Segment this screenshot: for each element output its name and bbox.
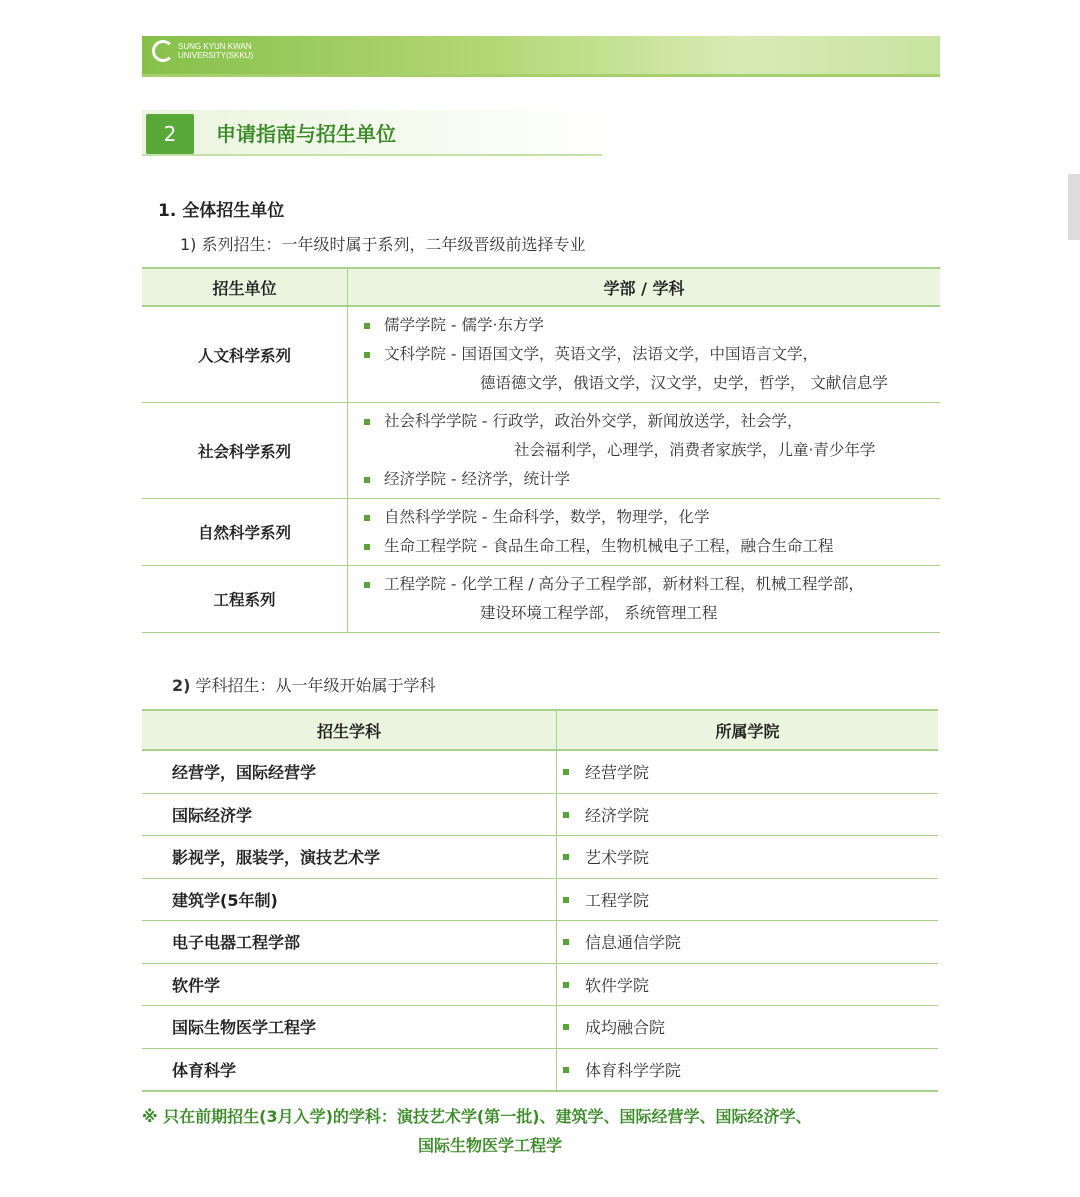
department-line (364, 436, 940, 465)
major-name: 经营学，国际经营学 (142, 750, 557, 793)
section-title: 申请指南与招生单位 (216, 122, 396, 146)
series-unit: 工程系列 (142, 566, 348, 633)
footnote-line1: ※ 只在前期招生(3月入学)的学科：演技艺术学(第一批)、建筑学、国际经营学、国际经济学、 (142, 1107, 812, 1126)
bullet-icon (364, 582, 370, 588)
section-heading (142, 110, 602, 156)
major-row (142, 750, 938, 793)
department-text: 德语德文学，俄语文学，汉文学，史学，哲学， 文献信息学 (480, 374, 888, 392)
major-header-major: 招生学科 (142, 710, 557, 750)
major-name: 体育科学 (142, 1048, 557, 1091)
series-unit: 人文科学系列 (142, 306, 348, 403)
department-text: 社会福利学，心理学，消费者家族学，儿童·青少年学 (514, 441, 876, 459)
heading-all-units: 1. 全体招生单位 (158, 201, 285, 221)
major-name: 电子电器工程学部 (142, 921, 557, 964)
series-row (142, 403, 940, 499)
bullet-icon (563, 982, 569, 988)
bullet-icon (364, 323, 370, 329)
department-text: 生命工程学院 - 食品生命工程，生物机械电子工程，融合生命工程 (384, 537, 834, 555)
bullet-icon (563, 1024, 569, 1030)
footnote-line2: 国际生物医学工程学 (418, 1136, 563, 1155)
college-name: 经营学院 (585, 763, 650, 783)
department-text: 工程学院 - 化学工程 / 高分子工程学部，新材料工程，机械工程学部， (384, 575, 865, 593)
subheading-series: 1) 系列招生：一年级时属于系列，二年级晋级前选择专业 (180, 235, 586, 254)
major-name: 国际生物医学工程学 (142, 1006, 557, 1049)
department-text: 儒学学院 - 儒学·东方学 (384, 316, 544, 334)
college-name: 信息通信学院 (585, 933, 682, 953)
bullet-icon (563, 1067, 569, 1073)
bullet-icon (563, 854, 569, 860)
department-line (364, 465, 940, 494)
department-line (364, 503, 940, 532)
college-cell (557, 1048, 939, 1091)
bullet-icon (364, 477, 370, 483)
major-name: 国际经济学 (142, 793, 557, 836)
college-cell (557, 963, 939, 1006)
series-table (142, 267, 940, 633)
major-row (142, 921, 938, 964)
bullet-icon (563, 939, 569, 945)
subheading-major (172, 673, 436, 696)
logo-emblem-icon (152, 40, 174, 62)
department-line (364, 407, 940, 436)
major-table (142, 709, 938, 1092)
major-row (142, 1006, 938, 1049)
department-line (364, 570, 940, 599)
major-row (142, 878, 938, 921)
logo-line2: UNIVERSITY(SKKU) (178, 51, 254, 60)
bullet-icon (364, 544, 370, 550)
major-name: 软件学 (142, 963, 557, 1006)
bullet-icon (563, 812, 569, 818)
series-unit: 自然科学系列 (142, 499, 348, 566)
college-name: 软件学院 (585, 975, 650, 995)
series-header-unit: 招生单位 (142, 268, 348, 306)
department-line (364, 340, 940, 369)
college-cell (557, 878, 939, 921)
major-row (142, 793, 938, 836)
footnote (142, 1102, 812, 1160)
college-cell (557, 1006, 939, 1049)
header-banner (142, 36, 940, 77)
department-text: 经济学院 - 经济学，统计学 (384, 470, 570, 488)
department-line (364, 532, 940, 561)
bullet-icon (563, 897, 569, 903)
college-name: 经济学院 (585, 805, 650, 825)
college-name: 成均融合院 (585, 1018, 666, 1038)
major-name: 影视学，服装学，演技艺术学 (142, 836, 557, 879)
scrollbar-thumb[interactable] (1068, 174, 1080, 240)
department-text: 社会科学学院 - 行政学，政治外交学，新闻放送学，社会学， (384, 412, 803, 430)
logo-line1: SUNG KYUN KWAN (178, 42, 252, 51)
major-row (142, 836, 938, 879)
college-cell (557, 750, 939, 793)
series-row (142, 306, 940, 403)
college-cell (557, 793, 939, 836)
major-name: 建筑学(5年制) (142, 878, 557, 921)
college-name: 艺术学院 (585, 848, 650, 868)
department-text: 文科学院 - 国语国文学，英语文学，法语文学，中国语言文学， (384, 345, 818, 363)
college-name: 体育科学学院 (585, 1060, 682, 1080)
major-row (142, 963, 938, 1006)
department-text: 自然科学学院 - 生命科学，数学，物理学，化学 (384, 508, 710, 526)
bullet-icon (563, 769, 569, 775)
series-row (142, 499, 940, 566)
college-cell (557, 921, 939, 964)
subheading-major-text: 学科招生：从一年级开始属于学科 (195, 676, 436, 695)
college-cell (557, 836, 939, 879)
college-name: 工程学院 (585, 890, 650, 910)
section-number: 2 (146, 114, 194, 154)
series-unit: 社会科学系列 (142, 403, 348, 499)
department-line (364, 599, 940, 628)
series-departments (348, 403, 941, 499)
department-line (364, 369, 940, 398)
series-departments (348, 499, 941, 566)
major-header-college: 所属学院 (557, 710, 939, 750)
subheading-major-num: 2) (172, 676, 191, 695)
department-line (364, 311, 940, 340)
series-header-dept: 学部 / 学科 (348, 268, 941, 306)
bullet-icon (364, 419, 370, 425)
university-logo (152, 40, 253, 62)
series-departments (348, 566, 941, 633)
major-row (142, 1048, 938, 1091)
department-text: 建设环境工程学部， 系统管理工程 (480, 604, 718, 622)
series-row (142, 566, 940, 633)
bullet-icon (364, 515, 370, 521)
bullet-icon (364, 352, 370, 358)
series-departments (348, 306, 941, 403)
